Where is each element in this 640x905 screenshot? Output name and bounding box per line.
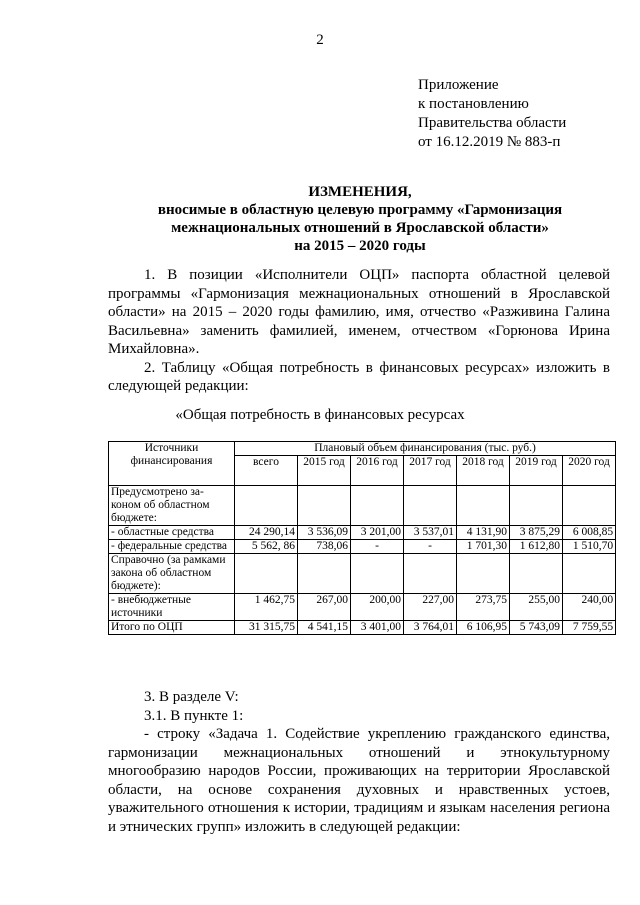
table-cell: 7 759,55 xyxy=(563,621,616,635)
table-cell: 738,06 xyxy=(298,540,351,554)
row-label: - областные средства xyxy=(109,526,235,540)
table-cell: 1 701,30 xyxy=(457,540,510,554)
column-header: 2018 год xyxy=(457,456,510,486)
table-row xyxy=(109,621,616,635)
column-header: 2015 год xyxy=(298,456,351,486)
row-label: Справочно (за рамками закона об областном бюджете): xyxy=(109,554,235,594)
paragraph-3-1: 3.1. В пункте 1: xyxy=(144,707,244,724)
column-header: 2019 год xyxy=(510,456,563,486)
table-cell: - xyxy=(404,540,457,554)
row-label: - внебюджетные источники xyxy=(109,594,235,621)
table-cell xyxy=(298,486,351,526)
table-cell: 4 541,15 xyxy=(298,621,351,635)
table-cell: 3 537,01 xyxy=(404,526,457,540)
table-cell: 5 743,09 xyxy=(510,621,563,635)
approval-line: от 16.12.2019 № 883-п xyxy=(418,134,561,150)
table-cell xyxy=(404,486,457,526)
table-cell: 1 462,75 xyxy=(235,594,298,621)
column-header: 2016 год xyxy=(351,456,404,486)
table-cell: 1 510,70 xyxy=(563,540,616,554)
approval-line: Правительства области xyxy=(418,115,567,131)
table-cell: 5 562, 86 xyxy=(235,540,298,554)
table-row xyxy=(109,486,616,526)
table-cell xyxy=(563,486,616,526)
header-planned: Плановый объем финансирования (тыс. руб.) xyxy=(235,442,616,456)
document-heading xyxy=(70,183,640,255)
table-cell: 267,00 xyxy=(298,594,351,621)
table-cell: 3 401,00 xyxy=(351,621,404,635)
paragraph-task-1: - строку «Задача 1. Содействие укреплению гражданского единства, гармонизации межнациональных отношений и этнокультурному многообразию народов России, проживающих на территории Ярославской области, на основе сохранения духовных и нравственных устоев, уважительного отношения к истории, традициям и языкам населения региона и этнических групп» изложить в следующей редакции: xyxy=(108,726,610,835)
intro-text xyxy=(108,266,610,396)
heading-line: межнациональных отношений в Ярославской области» xyxy=(171,220,549,236)
heading-line: вносимые в областную целевую программу «Гармонизация xyxy=(157,202,563,218)
column-header: всего xyxy=(235,456,298,486)
table-cell: - xyxy=(351,540,404,554)
table-cell xyxy=(351,554,404,594)
table-cell xyxy=(298,554,351,594)
row-label: - федеральные средства xyxy=(109,540,235,554)
table-cell: 6 106,95 xyxy=(457,621,510,635)
header-sources: Источники финансирования xyxy=(109,442,235,486)
approval-line: Приложение xyxy=(418,77,499,93)
table-cell: 227,00 xyxy=(404,594,457,621)
row-label: Итого по ОЦП xyxy=(109,621,235,635)
table-row xyxy=(109,594,616,621)
table-cell xyxy=(235,486,298,526)
table-cell: 240,00 xyxy=(563,594,616,621)
paragraph-3: 3. В разделе V: xyxy=(144,689,239,705)
table-cell xyxy=(510,486,563,526)
table-row xyxy=(109,554,616,594)
row-label: Предусмотрено за-конoм об областном бюджете: xyxy=(109,486,235,526)
table-cell: 31 315,75 xyxy=(235,621,298,635)
table-cell xyxy=(563,554,616,594)
table-cell xyxy=(235,554,298,594)
table-cell: 1 612,80 xyxy=(510,540,563,554)
approval-line: к постановлению xyxy=(418,96,529,112)
table-cell: 3 536,09 xyxy=(298,526,351,540)
table-row xyxy=(109,526,616,540)
paragraph-2: 2. Таблицу «Общая потребность в финансовых ресурсах» изложить в следующей редакции: xyxy=(108,359,610,394)
table-cell xyxy=(351,486,404,526)
table-cell: 4 131,90 xyxy=(457,526,510,540)
financing-table xyxy=(108,441,616,635)
table-cell xyxy=(404,554,457,594)
table-row xyxy=(109,540,616,554)
column-header: 2020 год xyxy=(563,456,616,486)
table-cell xyxy=(457,486,510,526)
table-cell: 255,00 xyxy=(510,594,563,621)
table-title: «Общая потребность в финансовых ресурсах xyxy=(175,407,465,423)
table-cell: 24 290,14 xyxy=(235,526,298,540)
heading-title: ИЗМЕНЕНИЯ, xyxy=(308,184,412,200)
table-cell: 3 764,01 xyxy=(404,621,457,635)
table-cell: 200,00 xyxy=(351,594,404,621)
approval-stamp xyxy=(418,76,628,152)
column-header: 2017 год xyxy=(404,456,457,486)
table-cell xyxy=(510,554,563,594)
table-cell: 273,75 xyxy=(457,594,510,621)
table-cell xyxy=(457,554,510,594)
heading-line: на 2015 – 2020 годы xyxy=(294,238,426,254)
rest-text xyxy=(108,688,610,836)
table-cell: 3 875,29 xyxy=(510,526,563,540)
table-cell: 3 201,00 xyxy=(351,526,404,540)
table-cell: 6 008,85 xyxy=(563,526,616,540)
paragraph-1: 1. В позиции «Исполнители ОЦП» паспорта областной целевой программы «Гармонизация межнациональных отношений в Ярославской области» на 2015 – 2020 годы фамилию, имя, отчество «Разживина Галина Васильевна» заменить фамилией, именем, отчеством «Горюнова Ирина Михайловна». xyxy=(108,267,610,357)
page-number: 2 xyxy=(316,32,324,48)
